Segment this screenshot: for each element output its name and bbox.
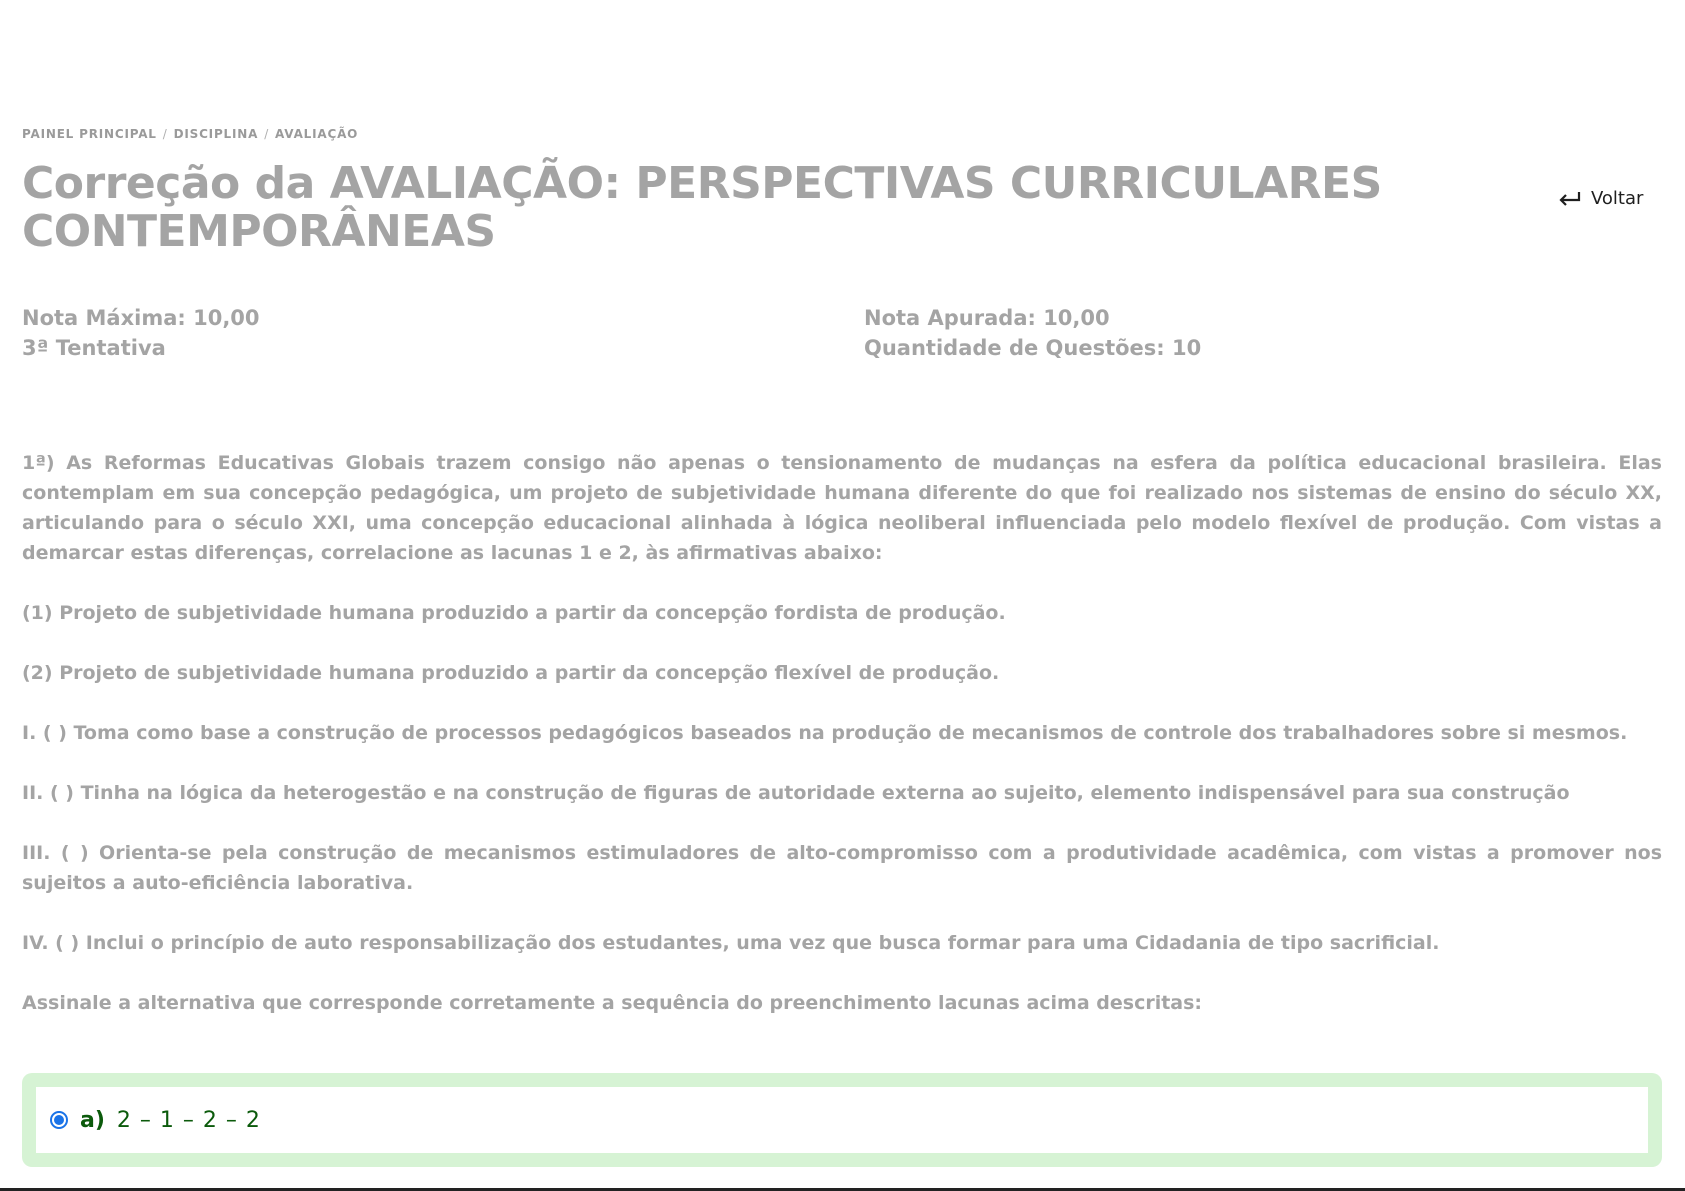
- radio-selected-dot: [54, 1115, 64, 1125]
- return-arrow-icon: [1557, 189, 1583, 209]
- question-statement-ii: II. ( ) Tinha na lógica da heterogestão e na construção de figuras de autoridade externa ao sujeito, elemento indispensável para sua construção: [22, 782, 1570, 804]
- question-count: Quantidade de Questões: 10: [864, 336, 1202, 360]
- question-gap-2: (2) Projeto de subjetividade humana produzido a partir da concepção flexível de produção.: [22, 662, 1000, 684]
- breadcrumb: [22, 127, 358, 141]
- breadcrumb-separator: /: [162, 127, 168, 141]
- breadcrumb-item-disciplina[interactable]: DISCIPLINA: [173, 127, 259, 141]
- page-title: Correção da AVALIAÇÃO: PERSPECTIVAS CURRICULARES CONTEMPORÂNEAS: [22, 158, 1382, 257]
- summary-left: [22, 303, 260, 363]
- back-label: Voltar: [1591, 188, 1644, 209]
- obtained-grade: Nota Apurada: 10,00: [864, 306, 1110, 330]
- answer-radio[interactable]: [50, 1111, 68, 1129]
- question-gap-1: (1) Projeto de subjetividade humana produzido a partir da concepção fordista de produção.: [22, 602, 1006, 624]
- breadcrumb-item-avaliacao: AVALIAÇÃO: [275, 127, 359, 141]
- answer-letter: a): [80, 1107, 105, 1133]
- question-statement: [22, 448, 1662, 1048]
- answer-option-correct: [22, 1073, 1662, 1167]
- question-statement-iii: III. ( ) Orienta-se pela construção de mecanismos estimuladores de alto-compromisso com a produtividade acadêmica, com vistas a promover nos sujeitos a auto-eficiência laborativa.: [22, 842, 1662, 894]
- back-button[interactable]: [1557, 188, 1643, 209]
- breadcrumb-item-painel[interactable]: PAINEL PRINCIPAL: [22, 127, 157, 141]
- question-statement-iv: IV. ( ) Inclui o princípio de auto responsabilização dos estudantes, uma vez que busca formar para uma Cidadania de tipo sacrificial.: [22, 932, 1440, 954]
- summary-right: [864, 303, 1201, 363]
- question-intro: 1ª) As Reformas Educativas Globais trazem consigo não apenas o tensionamento de mudanças na esfera da política educacional brasileira. Elas contemplam em sua concepção pedagógica, um projeto de subjetividade humana diferente do que foi realizado nos sistemas de ensino do século XX, articulando para o século XXI, uma concepção educacional alinhada à lógica neoliberal influenciada pelo modelo flexível de produção. Com vistas a demarcar estas diferenças, correlacione as lacunas 1 e 2, às afirmativas abaixo:: [22, 452, 1662, 564]
- breadcrumb-separator: /: [264, 127, 270, 141]
- max-grade: Nota Máxima: 10,00: [22, 306, 260, 330]
- answer-option[interactable]: [36, 1087, 1648, 1153]
- attempt-number: 3ª Tentativa: [22, 336, 166, 360]
- question-statement-i: I. ( ) Toma como base a construção de processos pedagógicos baseados na produção de mecanismos de controle dos trabalhadores sobre si mesmos.: [22, 722, 1628, 744]
- answer-text: 2 – 1 – 2 – 2: [116, 1107, 261, 1133]
- question-instruction: Assinale a alternativa que corresponde corretamente a sequência do preenchimento lacunas acima descritas:: [22, 992, 1203, 1014]
